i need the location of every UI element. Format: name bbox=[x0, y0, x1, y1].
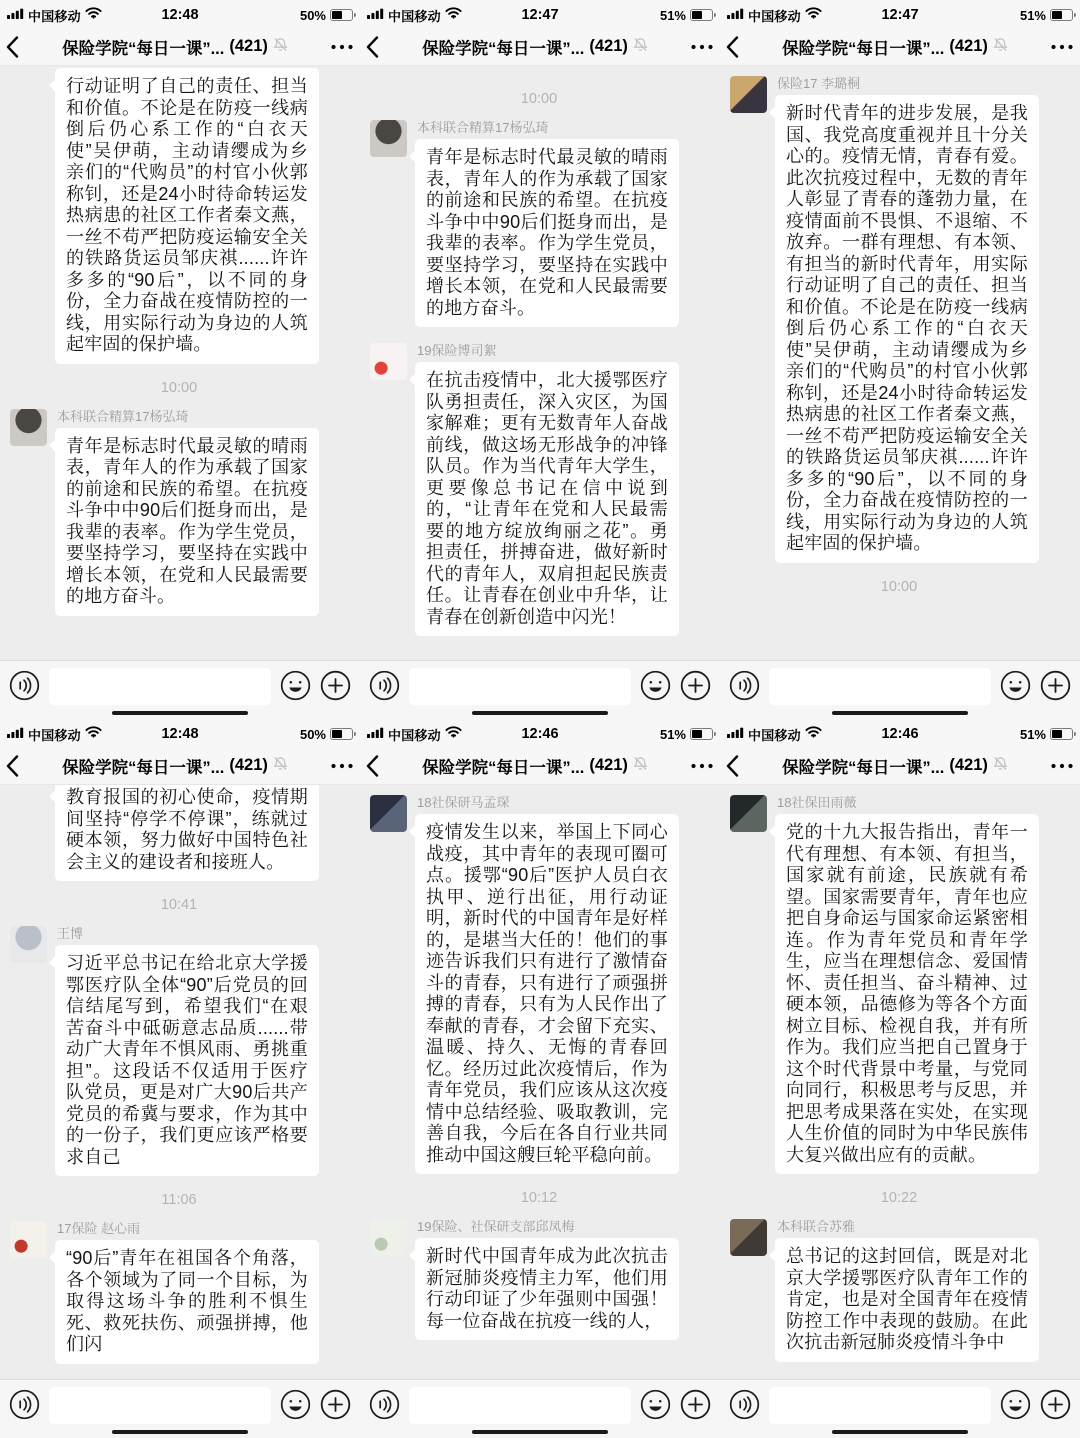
battery-icon bbox=[690, 728, 713, 740]
message-list[interactable] bbox=[0, 66, 360, 660]
timestamp: 11:06 bbox=[161, 1192, 197, 1208]
mute-bell-icon bbox=[273, 37, 288, 57]
mute-bell-icon bbox=[633, 37, 648, 57]
nav-bar bbox=[0, 747, 360, 785]
message-input[interactable] bbox=[49, 1387, 271, 1424]
message-bubble[interactable]: 青年是标志时代最灵敏的晴雨表，青年人的作为承载了国家的前途和民族的希望。在抗疫斗争中中90后们挺身而出，是我辈的表率。作为学生党员，要坚持学习，要坚持在实践中增长本领，在党和人民最需要的地方奋斗。 bbox=[415, 139, 679, 327]
wifi-icon bbox=[85, 725, 102, 743]
message-list[interactable] bbox=[0, 785, 360, 1379]
wechat-screenshot-panel bbox=[720, 719, 1080, 1438]
plus-button[interactable] bbox=[320, 670, 351, 701]
message-input[interactable] bbox=[769, 1387, 991, 1424]
status-bar bbox=[360, 719, 720, 747]
avatar[interactable] bbox=[730, 1219, 767, 1256]
wifi-icon bbox=[805, 6, 822, 24]
chat-title: 保险学院“每日一课”... bbox=[782, 758, 945, 777]
avatar[interactable] bbox=[370, 795, 407, 832]
message-bubble[interactable]: “90后”青年在祖国各个角落，各个领域为了同一个目标，为取得这场斗争的胜利不惧生死、救死扶伤、顽强拼搏，他们闪 bbox=[55, 1240, 319, 1364]
battery-fill bbox=[332, 730, 342, 738]
status-time: 12:47 bbox=[881, 7, 919, 23]
sender-name: 王博 bbox=[57, 926, 84, 941]
mute-bell-icon bbox=[273, 756, 288, 776]
back-button[interactable] bbox=[366, 34, 386, 60]
sender-name: 本科联合苏雅 bbox=[777, 1219, 856, 1234]
battery-icon bbox=[330, 728, 353, 740]
home-indicator[interactable] bbox=[832, 711, 968, 716]
signal-icon bbox=[7, 6, 24, 24]
home-indicator[interactable] bbox=[112, 1430, 248, 1435]
timestamp: 10:00 bbox=[520, 91, 558, 107]
battery-percent: 50% bbox=[299, 726, 326, 742]
emoji-button[interactable] bbox=[1000, 670, 1031, 701]
member-count: (421) bbox=[229, 756, 268, 774]
plus-button[interactable] bbox=[1040, 670, 1071, 701]
input-bar bbox=[720, 660, 1080, 719]
plus-button[interactable] bbox=[1040, 1389, 1071, 1420]
status-bar bbox=[0, 719, 360, 747]
member-count: (421) bbox=[589, 37, 628, 55]
voice-button[interactable] bbox=[9, 1389, 40, 1420]
timestamp: 10:12 bbox=[520, 1190, 558, 1206]
chat-title: 保险学院“每日一课”... bbox=[782, 39, 945, 58]
battery-icon bbox=[1050, 728, 1073, 740]
message-bubble[interactable]: 教育报国的初心使命，疫情期间坚持“停学不停课”，练就过硬本领，努力做好中国特色社会主义的建设者和接班人。 bbox=[55, 785, 319, 881]
member-count: (421) bbox=[589, 756, 628, 774]
message-list[interactable] bbox=[360, 785, 720, 1379]
emoji-button[interactable] bbox=[280, 1389, 311, 1420]
chat-title: 保险学院“每日一课”... bbox=[62, 39, 225, 58]
back-button[interactable] bbox=[6, 753, 26, 779]
message-input[interactable] bbox=[769, 668, 991, 705]
status-bar bbox=[360, 0, 720, 28]
input-bar bbox=[0, 660, 360, 719]
message bbox=[10, 1221, 348, 1364]
message-bubble[interactable]: 疫情发生以来，举国上下同心战疫，其中青年的表现可圈可点。援鄂“90后”医护人员白衣执甲、逆行出征，用行动证明，新时代的中国青年是好样的，是堪当大任的！他们的事迹告诉我们只有进行了激情奋斗的青春，只有进行了顽强拼搏的青春，只有为人民作出了奉献的青春，才会留下充实、温暖、持久、无悔的青春回忆。经历过此次疫情后，作为青年党员，我们应该从这次疫情中总结经验、吸取教训，完善自我，今后在各自行业共同推动中国这艘巨轮平稳向前。 bbox=[415, 814, 679, 1174]
message bbox=[370, 120, 708, 327]
message-bubble[interactable]: 新时代中国青年成为此次抗击新冠肺炎疫情主力军，他们用行动印证了少年强则中国强！每一位奋战在抗疫一线的人， bbox=[415, 1238, 679, 1340]
input-bar bbox=[360, 1379, 720, 1438]
member-count: (421) bbox=[229, 37, 268, 55]
signal-icon bbox=[367, 725, 384, 743]
wifi-icon bbox=[85, 6, 102, 24]
sender-name: 本科联合精算17杨弘琦 bbox=[417, 120, 549, 135]
member-count: (421) bbox=[949, 756, 988, 774]
message-bubble[interactable]: 总书记的这封回信，既是对北京大学援鄂医疗队青年工作的肯定，也是对全国青年在疫情防控工作中表现的鼓励。在此次抗击新冠肺炎疫情斗争中 bbox=[775, 1238, 1039, 1362]
status-time: 12:46 bbox=[521, 726, 559, 742]
battery-fill bbox=[692, 11, 702, 19]
plus-button[interactable] bbox=[680, 670, 711, 701]
home-indicator[interactable] bbox=[832, 1430, 968, 1435]
input-bar bbox=[0, 1379, 360, 1438]
message-input[interactable] bbox=[49, 668, 271, 705]
status-bar bbox=[0, 0, 360, 28]
avatar[interactable] bbox=[10, 926, 47, 963]
voice-button[interactable] bbox=[369, 1389, 400, 1420]
back-button[interactable] bbox=[726, 753, 746, 779]
wifi-icon bbox=[445, 725, 462, 743]
message bbox=[10, 926, 348, 1176]
message-bubble[interactable]: 习近平总书记在给北京大学援鄂医疗队全体“90”后党员的回信结尾写到，希望我们“在艰苦奋斗中砥砺意志品质......带动广大青年不惧风雨、勇挑重担”。这段话不仅适用于医疗队党员，更是对广大90后共产党员的希冀与要求，作为其中的一份子，我们更应该严格要求自己 bbox=[55, 945, 319, 1176]
signal-icon bbox=[727, 725, 744, 743]
back-button[interactable] bbox=[6, 34, 26, 60]
chat-title: 保险学院“每日一课”... bbox=[62, 758, 225, 777]
message bbox=[370, 1219, 708, 1340]
battery-percent: 51% bbox=[1019, 726, 1046, 742]
more-button[interactable] bbox=[1044, 753, 1074, 779]
back-button[interactable] bbox=[366, 753, 386, 779]
battery-fill bbox=[1052, 11, 1062, 19]
mute-bell-icon bbox=[993, 756, 1008, 776]
message-list[interactable] bbox=[720, 66, 1080, 660]
timestamp: 10:41 bbox=[160, 897, 198, 913]
avatar[interactable] bbox=[370, 120, 407, 157]
avatar[interactable] bbox=[370, 1219, 407, 1256]
carrier-label: 中国移动 bbox=[28, 8, 81, 24]
chat-title: 保险学院“每日一课”... bbox=[422, 758, 585, 777]
carrier-label: 中国移动 bbox=[388, 8, 441, 24]
nav-bar bbox=[360, 747, 720, 785]
timestamp: 10:00 bbox=[880, 578, 918, 595]
message bbox=[10, 785, 348, 881]
voice-button[interactable] bbox=[369, 670, 400, 701]
member-count: (421) bbox=[949, 37, 988, 55]
message-list[interactable] bbox=[720, 785, 1080, 1379]
status-time: 12:46 bbox=[881, 726, 919, 742]
timestamp: 10:00 bbox=[160, 379, 198, 396]
home-indicator[interactable] bbox=[472, 1430, 608, 1435]
home-indicator[interactable] bbox=[112, 711, 248, 716]
sender-name: 19保险博司絮 bbox=[417, 343, 497, 358]
nav-bar bbox=[0, 28, 360, 66]
voice-button[interactable] bbox=[9, 670, 40, 701]
wechat-screenshot-panel bbox=[360, 719, 720, 1438]
avatar[interactable] bbox=[730, 795, 767, 832]
battery-fill bbox=[692, 730, 702, 738]
mute-bell-icon bbox=[633, 756, 648, 776]
carrier-label: 中国移动 bbox=[388, 727, 441, 743]
message-bubble[interactable]: 新时代青年的进步发展，是我国、我党高度重视并且十分关心的。疫情无情，青春有爱。此次抗疫过程中，无数的青年人彰显了青春的蓬勃力量，在疫情面前不畏惧、不退缩、不放弃。一群有理想、有本领、有担当的新时代青年，用实际行动证明了自己的责任、担当和价值。不论是在防疫一线病倒后仍心系工作的“白衣天使”吴伊萌，主动请缨成为乡亲们的“代购员”的村官小伙郭称钊，还是24小时待命转运发热病患的社区工作者秦文燕，一丝不苟严把防疫运输安全关的铁路货运员邹庆祺......许许多多的“90后”，以不同的身份，全力奋战在疫情防控的一线，用实际行动为身边的人筑起牢固的保护墙。 bbox=[775, 95, 1039, 563]
signal-icon bbox=[727, 6, 744, 24]
wechat-screenshot-panel bbox=[0, 0, 360, 719]
back-button[interactable] bbox=[726, 34, 746, 60]
mute-bell-icon bbox=[993, 37, 1008, 57]
status-bar bbox=[720, 719, 1080, 747]
emoji-button[interactable] bbox=[640, 1389, 671, 1420]
message bbox=[730, 1219, 1068, 1362]
carrier-label: 中国移动 bbox=[748, 8, 801, 24]
status-time: 12:48 bbox=[161, 7, 199, 23]
message-bubble[interactable]: 行动证明了自己的责任、担当和价值。不论是在防疫一线病倒后仍心系工作的“白衣天使”吴伊萌，主动请缨成为乡亲们的“代购员”的村官小伙郭称钊，还是24小时待命转运发热病患的社区工作者秦文燕，一丝不苟严把防疫运输安全关的铁路货运员邹庆祺......许许多多的“90后”，以不同的身份，全力奋战在疫情防控的一线，用实际行动为身边的人筑起牢固的保护墙。 bbox=[55, 68, 319, 364]
home-indicator[interactable] bbox=[472, 711, 608, 716]
message bbox=[10, 409, 348, 616]
battery-icon bbox=[1050, 9, 1073, 21]
sender-name: 本科联合精算17杨弘琦 bbox=[57, 408, 189, 424]
message-bubble[interactable]: 在抗击疫情中，北大援鄂医疗队勇担责任，深入灾区，为国家解难；更有无数青年人奋战前线，做这场无形战争的冲锋队员。作为当代青年大学生，更要像总书记在信中说到的，“让青年在党和人民最需要的地方绽放绚丽之花”。勇担责任，拼搏奋进，做好新时代的青年人，双肩担起民族责任。让青春在创业中升华，让青春在创新创造中闪光！ bbox=[415, 362, 679, 636]
emoji-button[interactable] bbox=[1000, 1389, 1031, 1420]
emoji-button[interactable] bbox=[640, 670, 671, 701]
emoji-button[interactable] bbox=[280, 670, 311, 701]
carrier-label: 中国移动 bbox=[28, 727, 81, 743]
battery-percent: 51% bbox=[659, 726, 686, 742]
wechat-screenshot-panel bbox=[720, 0, 1080, 719]
more-button[interactable] bbox=[684, 753, 714, 779]
battery-icon bbox=[690, 9, 713, 21]
voice-button[interactable] bbox=[729, 670, 760, 701]
avatar[interactable] bbox=[370, 343, 407, 380]
wechat-screenshot-panel bbox=[360, 0, 720, 719]
message-bubble[interactable]: 青年是标志时代最灵敏的晴雨表，青年人的作为承载了国家的前途和民族的希望。在抗疫斗争中中90后们挺身而出，是我辈的表率。作为学生党员，要坚持学习，要坚持在实践中增长本领，在党和人民最需要的地方奋斗。 bbox=[55, 428, 319, 616]
chat-title: 保险学院“每日一课”... bbox=[422, 39, 585, 58]
sender-name: 17保险 赵心雨 bbox=[57, 1221, 141, 1236]
message bbox=[370, 795, 708, 1174]
more-button[interactable] bbox=[684, 34, 714, 60]
nav-bar bbox=[720, 747, 1080, 785]
message-list[interactable] bbox=[360, 66, 720, 660]
more-button[interactable] bbox=[324, 34, 354, 60]
message bbox=[730, 76, 1068, 563]
signal-icon bbox=[7, 725, 24, 743]
wifi-icon bbox=[445, 6, 462, 24]
sender-name: 18社保研马孟琛 bbox=[417, 795, 510, 810]
sender-name: 18社保田雨薇 bbox=[777, 795, 857, 810]
avatar[interactable] bbox=[10, 409, 47, 446]
avatar[interactable] bbox=[10, 1221, 47, 1258]
input-bar bbox=[720, 1379, 1080, 1438]
message-input[interactable] bbox=[409, 1387, 631, 1424]
wifi-icon bbox=[805, 725, 822, 743]
signal-icon bbox=[367, 6, 384, 24]
message bbox=[10, 68, 348, 364]
wechat-screenshot-panel bbox=[0, 719, 360, 1438]
carrier-label: 中国移动 bbox=[748, 727, 801, 743]
message-bubble[interactable]: 党的十九大报告指出，青年一代有理想、有本领、有担当，国家就有前途，民族就有希望。国家需要青年，青年也应把自身命运与国家命运紧密相连。作为青年党员和青年学生，应当在理想信念、爱国情怀、责任担当、奋斗精神、过硬本领，品德修为等各个方面树立目标、检视自我，并有所作为。我们应当把自己置身于这个时代背景中考量，与党同向同行，积极思考与反思，并把思考成果落在实处，在实现人生价值的同时为中华民族伟大复兴做出应有的贡献。 bbox=[775, 814, 1039, 1174]
battery-percent: 51% bbox=[659, 7, 686, 23]
nav-bar bbox=[720, 28, 1080, 66]
voice-button[interactable] bbox=[729, 1389, 760, 1420]
sender-name: 19保险、社保研支部邱凤梅 bbox=[417, 1219, 575, 1234]
timestamp: 10:22 bbox=[880, 1190, 918, 1206]
sender-name: 保险17 李璐桐 bbox=[777, 76, 861, 91]
battery-percent: 51% bbox=[1019, 7, 1046, 23]
battery-fill bbox=[332, 11, 342, 19]
message-input[interactable] bbox=[409, 668, 631, 705]
more-button[interactable] bbox=[1044, 34, 1074, 60]
battery-percent: 50% bbox=[299, 7, 326, 23]
input-bar bbox=[360, 660, 720, 719]
battery-fill bbox=[1052, 730, 1062, 738]
plus-button[interactable] bbox=[680, 1389, 711, 1420]
more-button[interactable] bbox=[324, 753, 354, 779]
plus-button[interactable] bbox=[320, 1389, 351, 1420]
message bbox=[730, 795, 1068, 1174]
status-bar bbox=[720, 0, 1080, 28]
battery-icon bbox=[330, 9, 353, 21]
message bbox=[370, 343, 708, 636]
status-time: 12:47 bbox=[521, 7, 559, 23]
nav-bar bbox=[360, 28, 720, 66]
avatar[interactable] bbox=[730, 76, 767, 113]
status-time: 12:48 bbox=[161, 726, 199, 742]
